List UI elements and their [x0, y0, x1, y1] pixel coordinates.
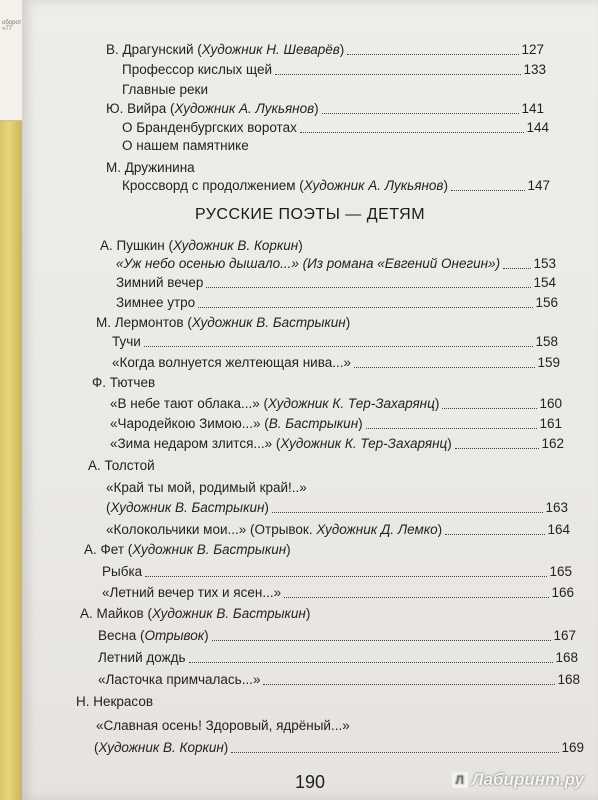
leader-dots: [347, 54, 519, 55]
leader-dots: [503, 268, 531, 269]
toc-entry: Тучи 158: [112, 334, 558, 349]
page-ref: 147: [527, 178, 550, 193]
toc-entry: Профессор кислых щей 133: [122, 62, 546, 77]
section-heading: РУССКИЕ ПОЭТЫ — ДЕТЯМ: [194, 206, 426, 223]
toc-entry: Рыбка 165: [102, 564, 572, 579]
leader-dots: [189, 662, 554, 663]
toc-entry: О нашем памятнике: [122, 138, 249, 153]
scrap-text: оборот «77: [2, 20, 22, 32]
watermark-logo: [452, 770, 584, 790]
leader-dots: [206, 287, 531, 288]
page-ref: 141: [521, 101, 544, 116]
toc-entry: (Художник В. Бастрыкин) 163: [106, 500, 568, 515]
leader-dots: [272, 512, 544, 513]
page-ref: 127: [521, 42, 544, 57]
page-ref: 144: [526, 120, 549, 135]
leader-dots: [198, 307, 533, 308]
leader-dots: [263, 684, 555, 685]
author-name: А. Фет (Художник В. Бастрыкин): [84, 542, 291, 557]
toc-entry: Кроссворд с продолжением (Художник А. Лукьянов) 147: [122, 178, 550, 193]
page-ref: 158: [535, 334, 558, 349]
toc-entry: «Чародейкою Зимою...» (В. Бастрыкин) 161: [110, 416, 562, 431]
page-ref: 169: [561, 740, 584, 755]
toc-entry: Главные реки: [122, 82, 208, 97]
page-ref: 156: [535, 295, 558, 310]
leader-dots: [284, 597, 549, 598]
page-ref: 162: [541, 436, 564, 451]
toc-entry: «Уж небо осенью дышало...» (Из романа «Евгений Онегин») 153: [116, 256, 556, 271]
toc-entry: «Колокольчики мои...» (Отрывок. Художник Д. Лемко) 164: [106, 522, 570, 537]
author-name: М. Лермонтов (Художник В. Бастрыкин): [96, 315, 351, 330]
author-name: Ф. Тютчев: [92, 375, 156, 390]
leader-dots: [275, 74, 521, 75]
author-name: Н. Некрасов: [76, 694, 154, 709]
page-ref: 161: [539, 416, 562, 431]
toc-entry: Весна (Отрывок) 167: [98, 628, 576, 643]
author-name: М. Дружинина: [106, 160, 195, 175]
toc-entry: «Край ты мой, родимый край!..»: [106, 480, 307, 495]
page-ref: 168: [555, 650, 578, 665]
toc-entry: Зимнее утро 156: [116, 295, 558, 310]
page-ref: 154: [533, 275, 556, 290]
author-name: А. Майков (Художник В. Бастрыкин): [80, 606, 311, 621]
page-ref: 168: [557, 672, 580, 687]
leader-dots: [212, 640, 552, 641]
watermark-text: Лабиринт.ру: [471, 770, 584, 789]
page-ref: 160: [539, 396, 562, 411]
table-of-contents: [22, 0, 598, 800]
author-name: А. Толстой: [88, 458, 155, 473]
page-ref: 166: [551, 585, 574, 600]
leader-dots: [451, 190, 525, 191]
leader-dots: [354, 367, 535, 368]
page-ref: 133: [523, 62, 546, 77]
page-ref: 159: [537, 355, 560, 370]
toc-entry: «Когда волнуется желтеющая нива...» 159: [112, 355, 560, 370]
leader-dots: [322, 113, 520, 114]
toc-entry: «Ласточка примчалась...» 168: [98, 672, 580, 687]
toc-entry: «Славная осень! Здоровый, ядрёный...»: [96, 718, 350, 733]
page-ref: 167: [553, 628, 576, 643]
toc-entry: (Художник В. Коркин) 169: [94, 740, 584, 755]
page-ref: 165: [549, 564, 572, 579]
toc-entry: Летний дождь 168: [98, 650, 578, 665]
toc-entry: «Летний вечер тих и ясен...» 166: [102, 585, 574, 600]
leader-dots: [145, 576, 547, 577]
toc-entry: Зимний вечер 154: [116, 275, 556, 290]
leader-dots: [442, 408, 537, 409]
leader-dots: [366, 428, 538, 429]
author-name: А. Пушкин (Художник В. Коркин): [100, 238, 303, 253]
toc-entry: О Бранденбургских воротах 144: [122, 120, 549, 135]
leader-dots: [231, 752, 559, 753]
book-page: [22, 0, 598, 800]
leader-dots: [445, 534, 545, 535]
leader-dots: [455, 448, 540, 449]
labyrinth-icon: Л: [452, 772, 468, 788]
toc-entry: Ю. Вийра (Художник А. Лукьянов) 141: [106, 101, 544, 116]
toc-entry: В. Драгунский (Художник Н. Шеварёв) 127: [106, 42, 544, 57]
toc-entry: «Зима недаром злится...» (Художник К. Тер-Захарянц) 162: [110, 436, 564, 451]
page-ref: 153: [533, 256, 556, 271]
leader-dots: [300, 132, 525, 133]
leader-dots: [144, 346, 534, 347]
toc-entry: «В небе тают облака...» (Художник К. Тер-Захарянц) 160: [110, 396, 562, 411]
page-number: 190: [294, 772, 326, 792]
page-ref: 163: [545, 500, 568, 515]
page-ref: 164: [547, 522, 570, 537]
